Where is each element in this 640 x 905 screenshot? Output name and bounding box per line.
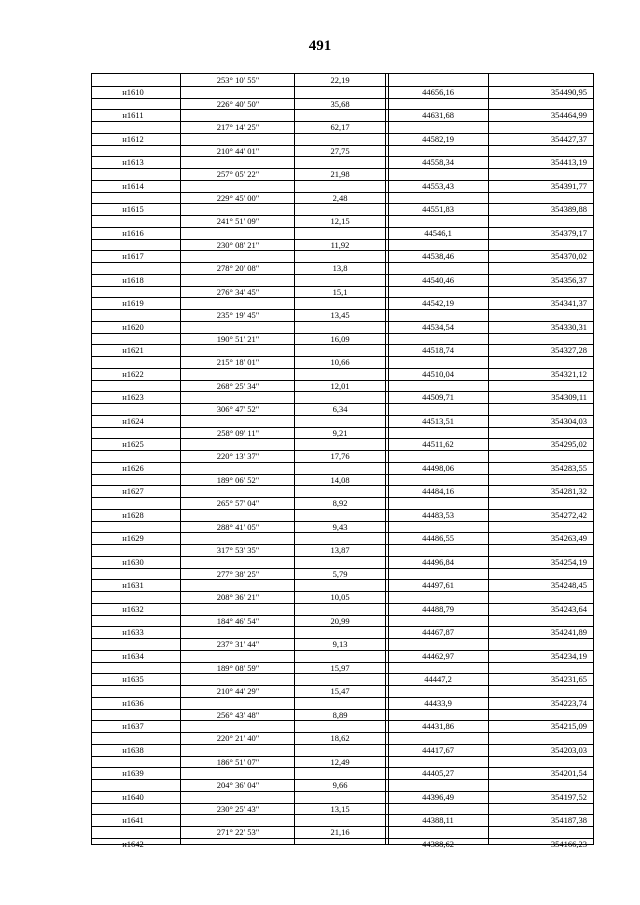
point-x: 44553,43 bbox=[422, 180, 454, 191]
segment-length: 27,75 bbox=[330, 145, 350, 156]
row-divider bbox=[92, 532, 593, 533]
segment-length: 9,21 bbox=[332, 427, 348, 438]
point-y: 354356,37 bbox=[550, 274, 587, 285]
row-divider bbox=[92, 838, 593, 839]
point-x: 44405,27 bbox=[422, 768, 454, 779]
point-name: н1637 bbox=[122, 721, 144, 732]
point-x: 44431,86 bbox=[422, 721, 454, 732]
segment-angle: 253° 10' 55" bbox=[216, 75, 260, 85]
segment-length: 17,76 bbox=[330, 451, 350, 461]
point-name: н1624 bbox=[122, 415, 144, 426]
segment-angle: 210° 44' 01" bbox=[216, 145, 260, 156]
segment-length: 13,15 bbox=[330, 803, 350, 814]
point-x: 44447,2 bbox=[424, 674, 452, 685]
segment-length: 16,09 bbox=[330, 333, 350, 344]
segment-angle: 215° 18' 01" bbox=[216, 357, 260, 367]
segment-length: 12,15 bbox=[330, 216, 350, 226]
segment-length: 12,01 bbox=[330, 380, 350, 391]
segment-angle: 288° 41' 05" bbox=[216, 521, 260, 532]
point-x: 44388,11 bbox=[422, 815, 454, 826]
survey-table bbox=[91, 73, 594, 849]
row-divider bbox=[92, 250, 593, 251]
row-divider bbox=[92, 509, 593, 510]
segment-angle: 268° 25' 34" bbox=[216, 380, 260, 391]
point-x: 44417,67 bbox=[422, 744, 454, 755]
row-divider bbox=[92, 297, 593, 298]
segment-angle: 186° 51' 07" bbox=[216, 756, 260, 767]
row-divider bbox=[92, 415, 593, 416]
point-name: н1613 bbox=[122, 157, 144, 168]
segment-angle: 189° 06' 52" bbox=[216, 474, 260, 485]
point-x: 44488,79 bbox=[422, 603, 454, 614]
row-divider bbox=[92, 391, 593, 392]
page-number: 491 bbox=[308, 38, 332, 54]
point-y: 354321,12 bbox=[550, 368, 587, 379]
segment-angle: 276° 34' 45" bbox=[216, 286, 260, 297]
point-x: 44510,04 bbox=[422, 368, 454, 379]
point-y: 354203,03 bbox=[550, 744, 587, 755]
segment-angle: 258° 09' 11" bbox=[216, 427, 260, 438]
segment-length: 15,97 bbox=[330, 662, 350, 673]
point-x: 44631,68 bbox=[422, 110, 454, 121]
point-name: н1633 bbox=[122, 627, 144, 638]
segment-length: 5,79 bbox=[332, 568, 348, 579]
segment-length: 62,17 bbox=[330, 122, 350, 132]
point-x: 44433,9 bbox=[424, 697, 452, 708]
point-y: 354464,99 bbox=[550, 110, 587, 121]
point-x: 44540,46 bbox=[422, 274, 454, 285]
point-x: 44546,1 bbox=[424, 227, 452, 238]
point-y: 354413,19 bbox=[550, 157, 587, 168]
row-divider bbox=[92, 767, 593, 768]
point-x: 44462,97 bbox=[422, 650, 454, 661]
row-divider bbox=[92, 673, 593, 674]
point-name: н1621 bbox=[122, 345, 144, 356]
point-y: 354341,37 bbox=[550, 298, 587, 309]
row-divider bbox=[92, 438, 593, 439]
row-divider bbox=[92, 227, 593, 228]
segment-angle: 317° 53' 35" bbox=[216, 545, 260, 555]
point-x: 44558,34 bbox=[422, 157, 454, 168]
point-name: н1630 bbox=[122, 556, 144, 567]
point-x: 44497,61 bbox=[422, 580, 454, 591]
segment-length: 12,49 bbox=[330, 756, 350, 767]
row-divider bbox=[92, 156, 593, 157]
point-y: 354309,11 bbox=[551, 392, 587, 403]
point-name: н1642 bbox=[122, 838, 144, 849]
point-name: н1625 bbox=[122, 439, 144, 450]
segment-length: 13,8 bbox=[332, 263, 348, 273]
segment-length: 6,34 bbox=[332, 404, 348, 414]
point-x: 44538,46 bbox=[422, 251, 454, 262]
point-name: н1616 bbox=[122, 227, 144, 238]
point-x: 44534,54 bbox=[422, 321, 454, 332]
column-divider bbox=[488, 74, 489, 844]
point-name: н1620 bbox=[122, 321, 144, 332]
segment-angle: 237° 31' 44" bbox=[216, 639, 260, 649]
point-y: 354248,45 bbox=[550, 580, 587, 591]
segment-length: 8,89 bbox=[332, 709, 348, 720]
row-divider bbox=[92, 485, 593, 486]
segment-length: 13,87 bbox=[330, 545, 350, 555]
point-y: 354391,77 bbox=[550, 180, 587, 191]
segment-angle: 230° 25' 43" bbox=[216, 803, 260, 814]
row-divider bbox=[92, 203, 593, 204]
row-divider bbox=[92, 579, 593, 580]
point-x: 44486,55 bbox=[422, 533, 454, 544]
point-name: н1626 bbox=[122, 462, 144, 473]
row-divider bbox=[92, 603, 593, 604]
segment-angle: 204° 36' 04" bbox=[216, 780, 260, 790]
point-y: 354389,88 bbox=[550, 204, 587, 215]
point-name: н1627 bbox=[122, 486, 144, 497]
point-x: 44518,74 bbox=[422, 345, 454, 356]
row-divider bbox=[92, 462, 593, 463]
segment-angle: 235° 19' 45" bbox=[216, 310, 260, 320]
point-x: 44509,71 bbox=[422, 392, 454, 403]
point-name: н1610 bbox=[122, 86, 144, 97]
segment-length: 8,92 bbox=[332, 498, 348, 508]
segment-angle: 226° 40' 50" bbox=[216, 98, 260, 109]
point-name: н1618 bbox=[122, 274, 144, 285]
segment-angle: 241° 51' 09" bbox=[216, 216, 260, 226]
point-y: 354234,19 bbox=[550, 650, 587, 661]
segment-angle: 256° 43' 48" bbox=[216, 709, 260, 720]
point-name: н1638 bbox=[122, 744, 144, 755]
point-x: 44396,49 bbox=[422, 791, 454, 802]
segment-length: 11,92 bbox=[330, 239, 350, 250]
row-divider bbox=[92, 650, 593, 651]
row-divider bbox=[92, 274, 593, 275]
segment-angle: 278° 20' 08" bbox=[216, 263, 260, 273]
segment-length: 21,16 bbox=[330, 827, 350, 837]
point-name: н1632 bbox=[122, 603, 144, 614]
point-name: н1636 bbox=[122, 697, 144, 708]
point-x: 44498,06 bbox=[422, 462, 454, 473]
point-y: 354197,52 bbox=[550, 791, 587, 802]
point-name: н1623 bbox=[122, 392, 144, 403]
point-name: н1629 bbox=[122, 533, 144, 544]
segment-length: 9,13 bbox=[332, 639, 348, 649]
point-x: 44511,62 bbox=[422, 439, 454, 450]
point-name: н1640 bbox=[122, 791, 144, 802]
point-name: н1622 bbox=[122, 368, 144, 379]
point-name: н1635 bbox=[122, 674, 144, 685]
segment-angle: 190° 51' 21" bbox=[216, 333, 260, 344]
row-divider bbox=[92, 86, 593, 87]
row-divider bbox=[92, 344, 593, 345]
point-name: н1634 bbox=[122, 650, 144, 661]
segment-length: 15,47 bbox=[330, 686, 350, 696]
segment-angle: 257° 05' 22" bbox=[216, 169, 260, 179]
point-x: 44551,83 bbox=[422, 204, 454, 215]
point-x: 44484,16 bbox=[422, 486, 454, 497]
segment-length: 18,62 bbox=[330, 733, 350, 743]
point-y: 354490,95 bbox=[550, 86, 587, 97]
segment-angle: 277° 38' 25" bbox=[216, 568, 260, 579]
point-y: 354427,37 bbox=[550, 133, 587, 144]
point-x: 44513,51 bbox=[422, 415, 454, 426]
segment-angle: 210° 44' 29" bbox=[216, 686, 260, 696]
segment-length: 22,19 bbox=[330, 75, 350, 85]
segment-length: 21,98 bbox=[330, 169, 350, 179]
point-x: 44388,62 bbox=[422, 838, 454, 849]
segment-angle: 271° 22' 53" bbox=[216, 827, 260, 837]
point-x: 44542,19 bbox=[422, 298, 454, 309]
point-y: 354295,02 bbox=[550, 439, 587, 450]
segment-length: 9,66 bbox=[332, 780, 348, 790]
point-name: н1615 bbox=[122, 204, 144, 215]
segment-length: 13,45 bbox=[330, 310, 350, 320]
point-y: 354330,31 bbox=[550, 321, 587, 332]
row-divider bbox=[92, 321, 593, 322]
point-y: 354283,55 bbox=[550, 462, 587, 473]
column-divider bbox=[180, 74, 181, 844]
segment-angle: 265° 57' 04" bbox=[216, 498, 260, 508]
point-y: 354281,32 bbox=[550, 486, 587, 497]
point-name: н1628 bbox=[122, 509, 144, 520]
segment-angle: 208° 36' 21" bbox=[216, 592, 260, 602]
point-y: 354254,19 bbox=[550, 556, 587, 567]
segment-angle: 230° 08' 21" bbox=[216, 239, 260, 250]
segment-angle: 220° 21' 40" bbox=[216, 733, 260, 743]
segment-angle: 217° 14' 25" bbox=[216, 122, 260, 132]
column-divider bbox=[388, 74, 389, 844]
point-y: 354187,38 bbox=[550, 815, 587, 826]
point-name: н1641 bbox=[122, 815, 144, 826]
column-divider bbox=[385, 74, 386, 844]
point-name: н1612 bbox=[122, 133, 144, 144]
point-name: н1614 bbox=[122, 180, 144, 191]
point-name: н1639 bbox=[122, 768, 144, 779]
point-x: 44483,53 bbox=[422, 509, 454, 520]
segment-length: 2,48 bbox=[332, 192, 348, 203]
point-y: 354223,74 bbox=[550, 697, 587, 708]
segment-length: 20,99 bbox=[330, 615, 350, 626]
point-y: 354272,42 bbox=[550, 509, 587, 520]
point-y: 354379,17 bbox=[550, 227, 587, 238]
segment-angle: 184° 46' 54" bbox=[216, 615, 260, 626]
segment-angle: 229° 45' 00" bbox=[216, 192, 260, 203]
row-divider bbox=[92, 626, 593, 627]
point-y: 354304,03 bbox=[550, 415, 587, 426]
row-divider bbox=[92, 814, 593, 815]
row-divider bbox=[92, 720, 593, 721]
segment-length: 9,43 bbox=[332, 521, 348, 532]
point-y: 354241,89 bbox=[550, 627, 587, 638]
point-y: 354327,28 bbox=[550, 345, 587, 356]
segment-angle: 220° 13' 37" bbox=[216, 451, 260, 461]
segment-length: 14,08 bbox=[330, 474, 350, 485]
point-name: н1619 bbox=[122, 298, 144, 309]
row-divider bbox=[92, 697, 593, 698]
point-name: н1631 bbox=[122, 580, 144, 591]
point-y: 354215,09 bbox=[550, 721, 587, 732]
point-y: 354231,65 bbox=[550, 674, 587, 685]
point-y: 354370,02 bbox=[550, 251, 587, 262]
point-name: н1611 bbox=[122, 110, 144, 121]
column-divider bbox=[294, 74, 295, 844]
row-divider bbox=[92, 791, 593, 792]
segment-length: 35,68 bbox=[330, 98, 350, 109]
segment-angle: 306° 47' 52" bbox=[216, 404, 260, 414]
point-y: 354201,54 bbox=[550, 768, 587, 779]
segment-length: 10,05 bbox=[330, 592, 350, 602]
segment-length: 15,1 bbox=[332, 286, 348, 297]
point-x: 44467,87 bbox=[422, 627, 454, 638]
segment-angle: 189° 08' 59" bbox=[216, 662, 260, 673]
point-name: н1617 bbox=[122, 251, 144, 262]
point-y: 354166,23 bbox=[550, 838, 587, 849]
row-divider bbox=[92, 744, 593, 745]
point-y: 354263,49 bbox=[550, 533, 587, 544]
point-y: 354243,64 bbox=[550, 603, 587, 614]
row-divider bbox=[92, 180, 593, 181]
row-divider bbox=[92, 109, 593, 110]
point-x: 44656,16 bbox=[422, 86, 454, 97]
point-x: 44582,19 bbox=[422, 133, 454, 144]
row-divider bbox=[92, 368, 593, 369]
segment-length: 10,66 bbox=[330, 357, 350, 367]
row-divider bbox=[92, 556, 593, 557]
row-divider bbox=[92, 133, 593, 134]
point-x: 44496,84 bbox=[422, 556, 454, 567]
